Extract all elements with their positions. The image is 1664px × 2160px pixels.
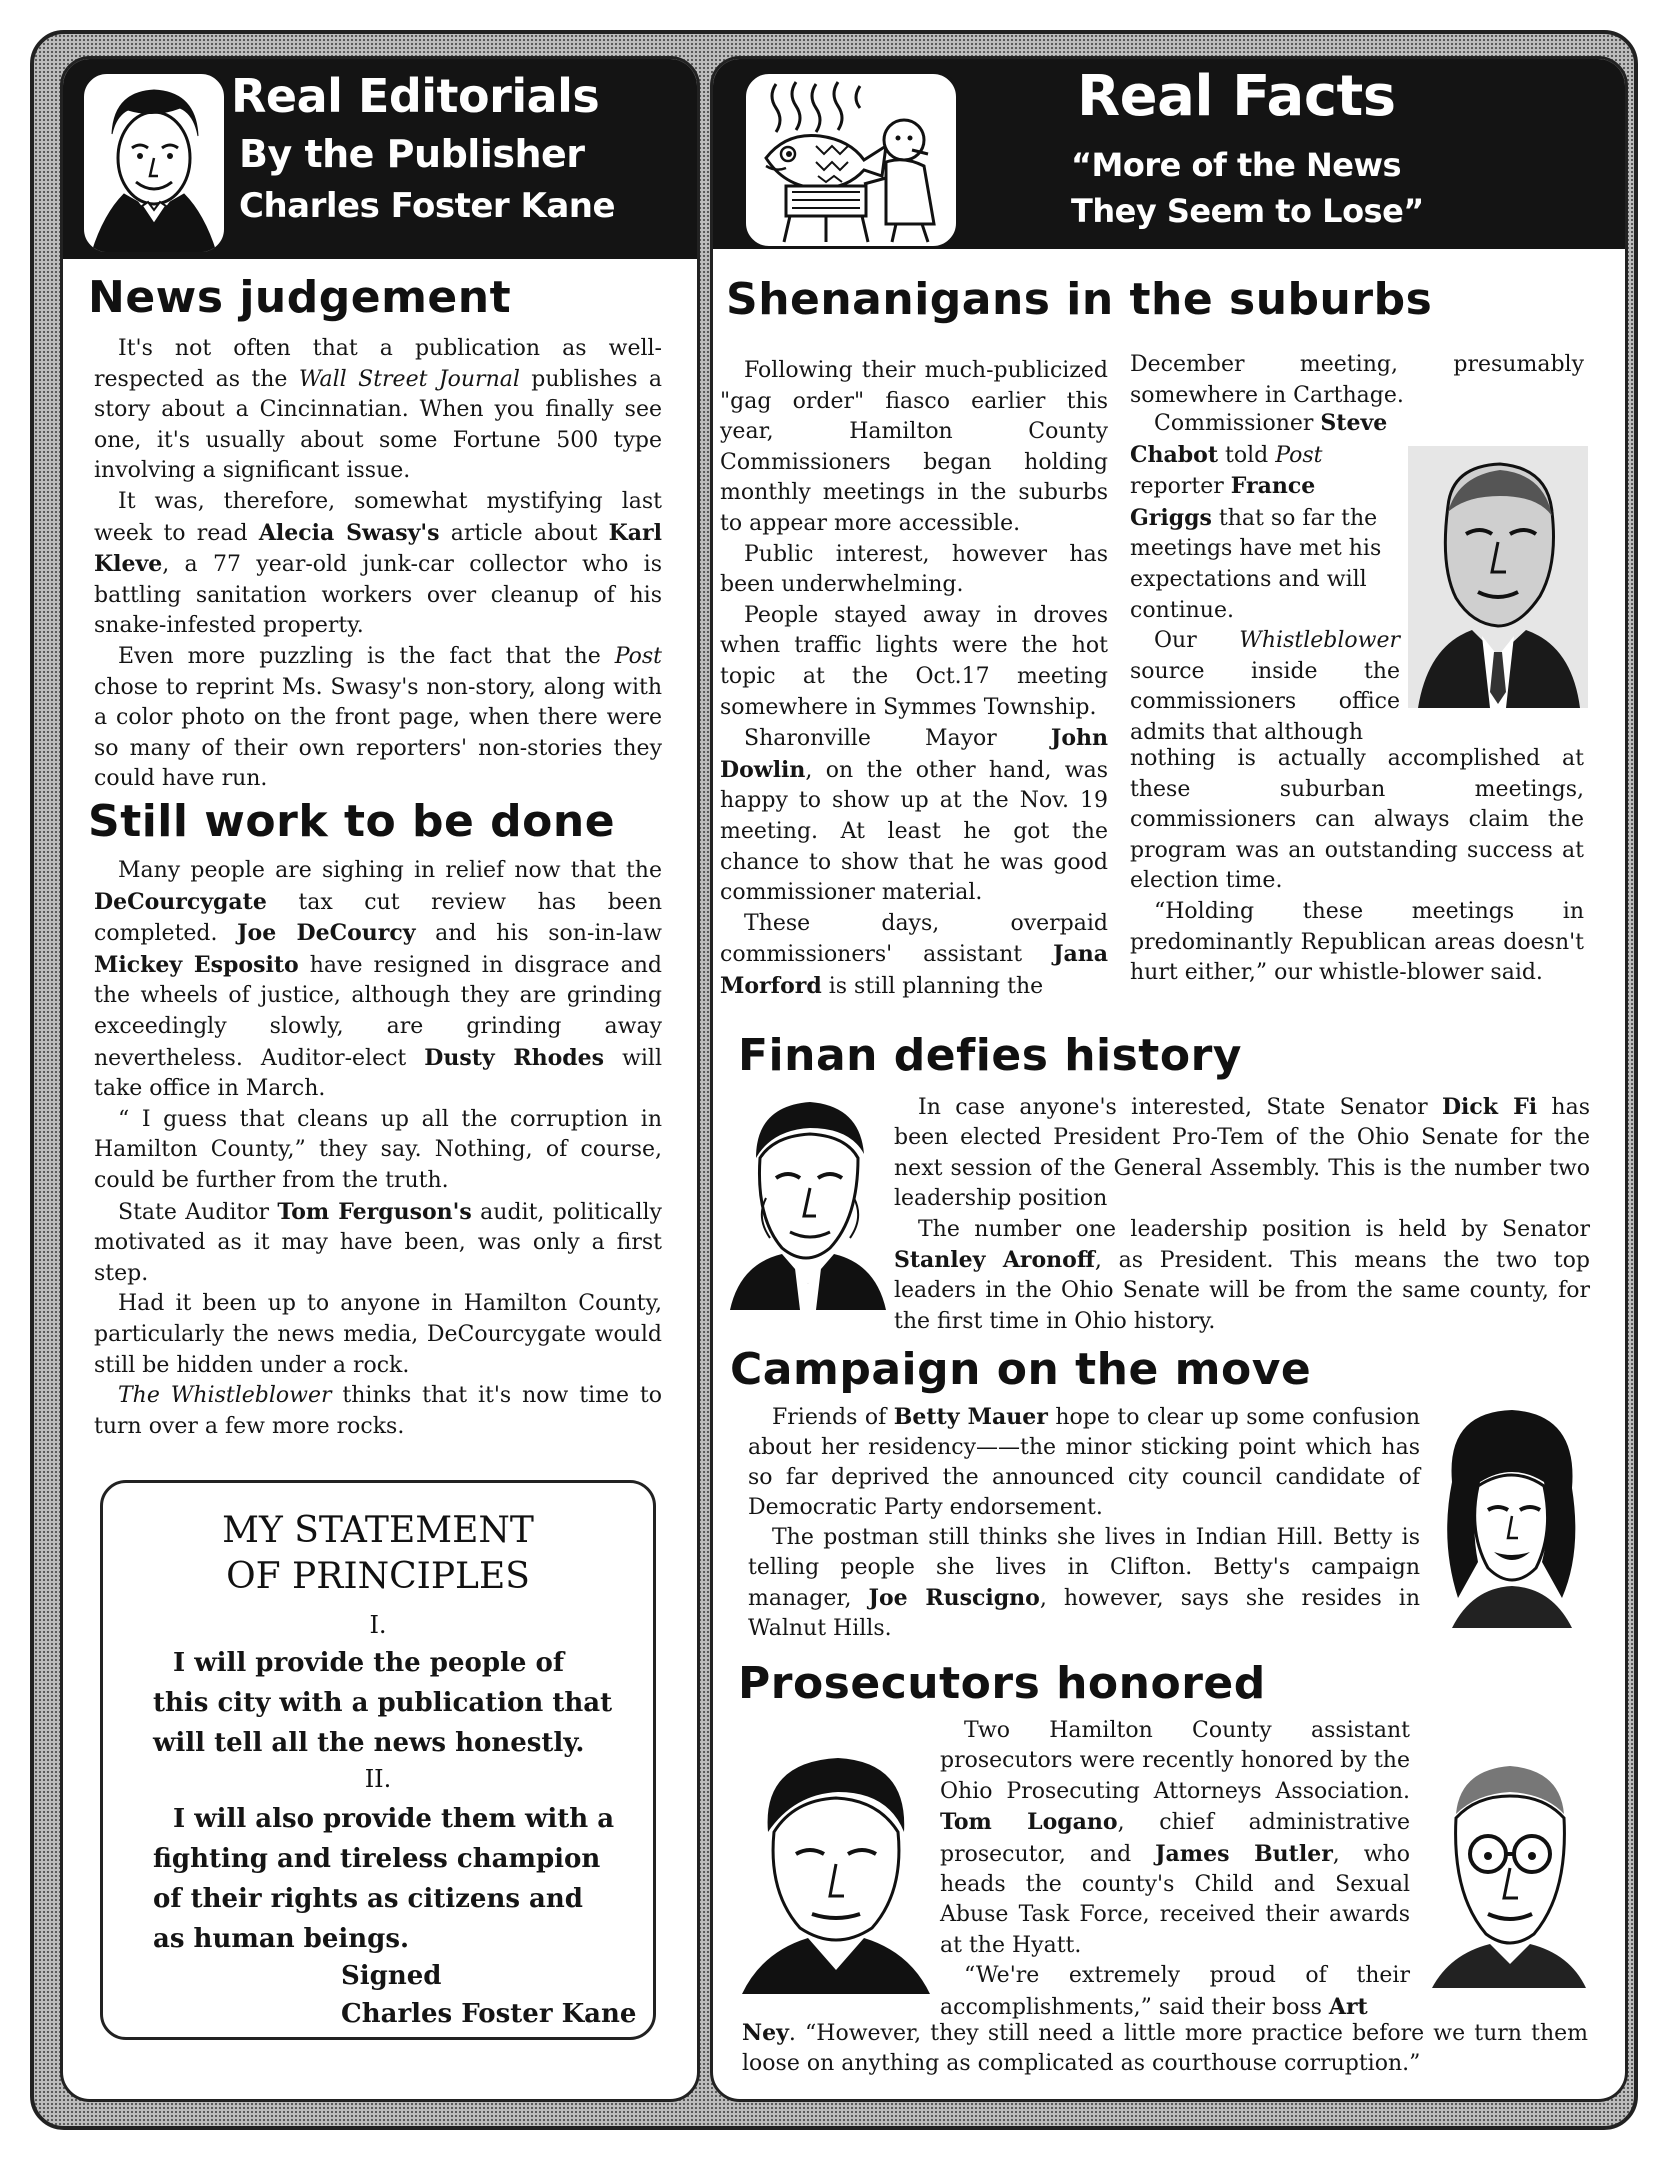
headline-shenanigans: Shenanigans in the suburbs bbox=[726, 274, 1433, 325]
shenanigans-column-1 bbox=[720, 356, 1108, 1002]
paragraph: Two Hamilton County assistant prosecutors were recently honored by the Ohio Prosecuting Attorneys Association. Tom Logano, chief administrative prosecutor, and James Butler, who heads the county's Child and Sexual Abuse Task Force, received their awards at the Hyatt. bbox=[940, 1718, 1410, 1958]
statement-of-principles bbox=[100, 1480, 656, 2040]
paragraph: The Whistleblower thinks that it's now time to turn over a few more rocks. bbox=[94, 1383, 662, 1439]
chabot-photo bbox=[1408, 446, 1588, 708]
editorials-subtitle: By the Publisher bbox=[239, 132, 585, 176]
paragraph: Following their much-publicized "gag order" fiasco earlier this year, Hamilton County Commissioners began holding monthly meetings in the suburbs to appear more accessible. bbox=[720, 358, 1108, 536]
headline-prosecutors: Prosecutors honored bbox=[738, 1658, 1266, 1709]
principle-number-2: II. bbox=[364, 1765, 392, 1793]
paragraph: It was, therefore, somewhat mystifying last week to read Alecia Swasy's article about Karl Kleve, a 77 year-old junk-car collector who is battling sanitation workers over cleanup of his snake-infested property. bbox=[94, 488, 662, 639]
facts-subtitle-line2: They Seem to Lose” bbox=[1071, 192, 1424, 230]
publisher-name: Charles Foster Kane bbox=[239, 186, 616, 226]
shenanigans-column-2 bbox=[1130, 350, 1584, 411]
paragraph: “Holding these meetings in predominantly Republican areas doesn't hurt either,” our whistle-blower said. bbox=[1130, 898, 1584, 986]
fish-reporter-icon bbox=[746, 74, 956, 246]
man-portrait-icon bbox=[738, 1742, 934, 1994]
facts-subtitle-line1: “More of the News bbox=[1071, 146, 1402, 184]
principle-text-1: I will provide the people of this city with a publication that will tell all the news honestly. bbox=[153, 1648, 613, 1758]
woman-portrait-icon bbox=[1432, 1402, 1588, 1628]
principles-title-line2: OF PRINCIPLES bbox=[226, 1556, 530, 1597]
publisher-portrait bbox=[81, 71, 227, 255]
paragraph: Public interest, however has been underwhelming. bbox=[720, 541, 1108, 598]
paragraph: Many people are sighing in relief now that the DeCourcygate tax cut review has been completed. Joe DeCourcy and his son-in-law Mickey Esposito have resigned in disgrace and the wheels of justice, although they are grinding exceedingly slowly, are grinding away nevertheless. Auditor-elect Dusty Rhodes will take office in March. bbox=[94, 858, 663, 1102]
signer-name: Charles Foster Kane bbox=[341, 1999, 637, 2029]
butler-photo bbox=[1426, 1744, 1592, 1988]
article-news-judgement bbox=[94, 334, 662, 795]
principles-title-line1: MY STATEMENT bbox=[222, 1510, 534, 1551]
paragraph: “We're extremely proud of their accomplishments,” said their boss Art bbox=[940, 1963, 1410, 2020]
man-portrait-icon bbox=[726, 1088, 888, 1310]
shenanigans-column-2-lower bbox=[1130, 744, 1584, 989]
paragraph: Had it been up to anyone in Hamilton County, particularly the news media, DeCourcygate would still be hidden under a rock. bbox=[94, 1291, 662, 1378]
headline-still-work: Still work to be done bbox=[88, 796, 616, 847]
paragraph: Commissioner Steve Chabot told Post reporter France Griggs that so far the meetings have met his expectations and will continue. bbox=[1130, 410, 1388, 623]
paragraph: Friends of Betty Mauer hope to clear up some confusion about her residency——the minor sticking point which has so far deprived the announced city council candidate of Democratic Party endorsement. bbox=[748, 1404, 1420, 1520]
paragraph: People stayed away in droves when traffic lights were the hot topic at the Oct.17 meeting somewhere in Symmes Township. bbox=[720, 602, 1108, 720]
mauer-photo bbox=[1432, 1402, 1588, 1628]
headline-finan: Finan defies history bbox=[738, 1030, 1242, 1081]
man-portrait-icon bbox=[1426, 1744, 1592, 1988]
paragraph: State Auditor Tom Ferguson's audit, politically motivated as it may have been, was only a first step. bbox=[94, 1198, 662, 1286]
paragraph: Our Whistleblower source inside the commissioners office admits that although bbox=[1130, 628, 1400, 745]
editorials-title: Real Editorials bbox=[231, 69, 600, 123]
paragraph: Sharonville Mayor John Dowlin, on the other hand, was happy to show up at the Nov. 19 meeting. At least he got the chance to show that he was good commissioner material. bbox=[720, 725, 1108, 906]
logano-photo bbox=[738, 1742, 934, 1994]
principle-text-2: I will also provide them with a fighting and tireless champion of their rights as citizens and as human beings. bbox=[153, 1804, 615, 1954]
paragraph: In case anyone's interested, State Senator Dick Fi has been elected President Pro-Tem of the Ohio Senate for the next session of the General Assembly. This is the number two leadership position bbox=[894, 1094, 1590, 1212]
article-prosecutors bbox=[940, 1716, 1410, 2023]
paragraph: The postman still thinks she lives in Indian Hill. Betty is telling people she lives in Clifton. Betty's campaign manager, Joe Ruscigno, however, says she resides in Walnut Hills. bbox=[748, 1525, 1420, 1641]
article-campaign bbox=[748, 1402, 1420, 1644]
editorials-banner bbox=[63, 59, 697, 259]
facts-banner bbox=[713, 59, 1625, 249]
article-still-work bbox=[94, 856, 662, 1442]
paragraph: The number one leadership position is held by Senator Stanley Aronoff, as President. This means the two top leaders in the Ohio Senate will be from the same county, for the first time in Ohio history. bbox=[894, 1216, 1590, 1334]
signed-label: Signed bbox=[341, 1961, 442, 1991]
paragraph: Even more puzzling is the fact that the Post chose to reprint Ms. Swasy's non-story, along with a color photo on the front page, when there were so many of their own reporters' non-stories they could have run. bbox=[94, 643, 662, 792]
publisher-portrait-icon bbox=[84, 74, 224, 252]
article-finan bbox=[894, 1092, 1590, 1337]
paragraph: nothing is actually accomplished at these suburban meetings, commissioners can always claim the program was an outstanding success at election time. bbox=[1130, 746, 1584, 894]
article-prosecutors-end bbox=[742, 2018, 1588, 2080]
finan-photo bbox=[726, 1088, 888, 1310]
shenanigans-column-2-wrap bbox=[1130, 408, 1400, 749]
paragraph: These days, overpaid commissioners' assistant Jana Morford is still planning the bbox=[720, 910, 1108, 999]
headline-news-judgement: News judgement bbox=[88, 272, 512, 323]
paragraph: “ I guess that cleans up all the corruption in Hamilton County,” they say. Nothing, of course, could be further from the truth. bbox=[94, 1106, 662, 1193]
facts-title: Real Facts bbox=[1077, 64, 1396, 129]
paragraph: December meeting, presumably somewhere in Carthage. bbox=[1130, 352, 1584, 408]
man-portrait-icon bbox=[1408, 446, 1588, 708]
fish-cartoon bbox=[743, 71, 959, 249]
headline-campaign: Campaign on the move bbox=[730, 1344, 1312, 1395]
principle-number-1: I. bbox=[369, 1611, 387, 1639]
paragraph: It's not often that a publication as well-respected as the Wall Street Journal publishes a story about a Cincinnatian. When you finally see one, it's usually about some Fortune 500 type involving a significant issue. bbox=[94, 336, 662, 484]
paragraph: Ney. “However, they still need a little more practice before we turn them loose on anything as complicated as courthouse corruption.” bbox=[742, 2020, 1588, 2077]
